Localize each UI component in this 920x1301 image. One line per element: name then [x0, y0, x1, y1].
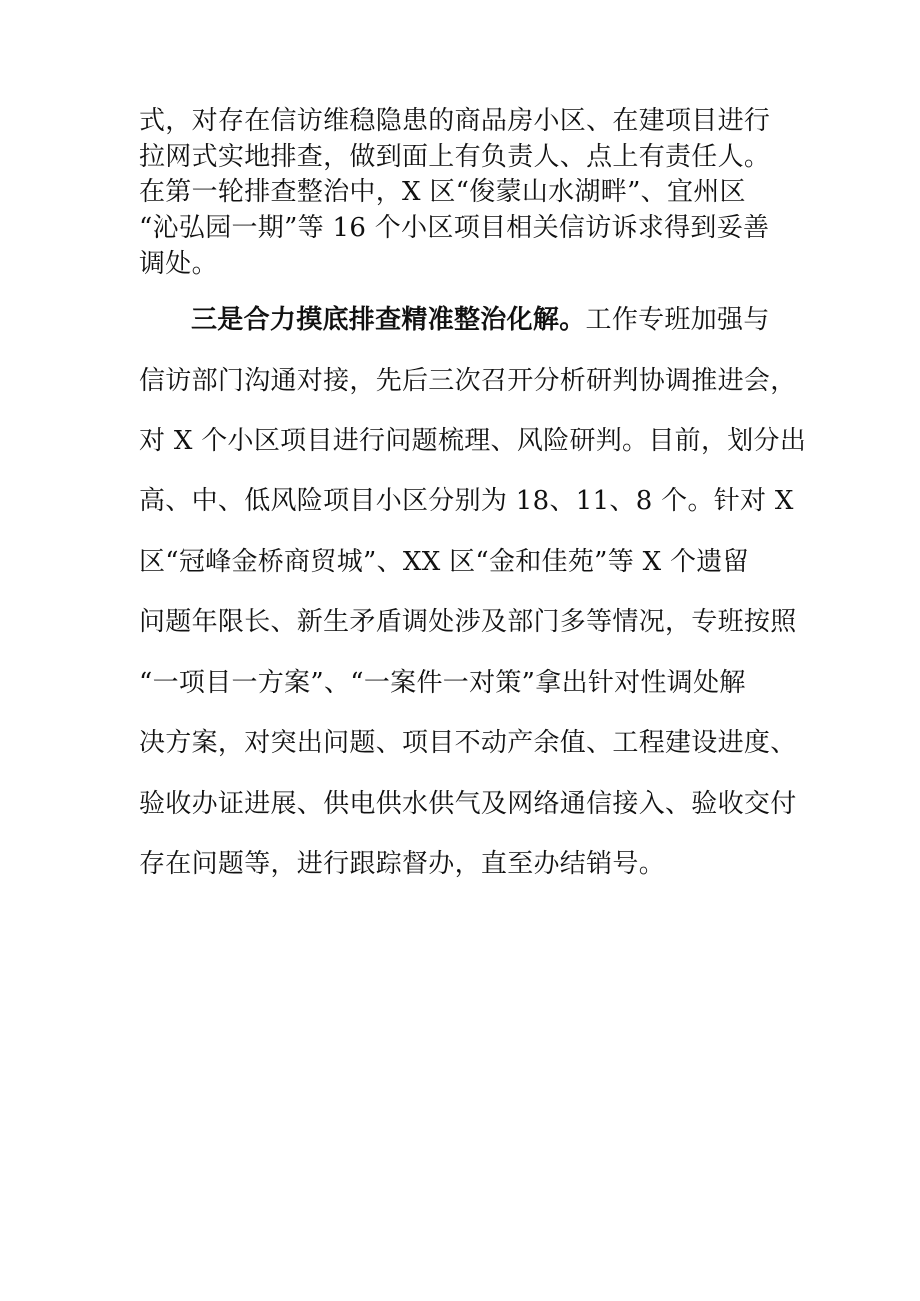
- paragraph1-line-4: “沁弘园一期”等 16 个小区项目相关信访诉求得到妥善: [139, 213, 770, 243]
- paragraph2-heading: 三是合力摸底排查精准整治化解。: [191, 305, 586, 335]
- paragraph2-line-2: 信访部门沟通对接，先后三次召开分析研判协调推进会，: [139, 366, 797, 396]
- paragraph2-line-3: 对 X 个小区项目进行问题梳理、风险研判。目前，划分出: [139, 426, 807, 456]
- paragraph1-line-1: 式，对存在信访维稳隐患的商品房小区、在建项目进行: [139, 106, 771, 136]
- paragraph2-line-5: 区“冠峰金桥商贸城”、XX 区“金和佳苑”等 X 个遗留: [139, 547, 749, 577]
- paragraph2-line-10: 存在问题等，进行跟踪督办，直至办结销号。: [139, 849, 666, 879]
- paragraph2-first-line-rest: 工作专班加强与: [585, 305, 770, 335]
- paragraph1-line-3: 在第一轮排查整治中，X 区“俊蒙山水湖畔”、宜州区: [139, 177, 746, 207]
- paragraph2-line-7: “一项目一方案”、“一案件一对策”拿出针对性调处解: [139, 668, 746, 698]
- paragraph2-line-9: 验收办证进展、供电供水供气及网络通信接入、验收交付: [139, 789, 797, 819]
- paragraph2-first-line: [191, 303, 770, 337]
- paragraph2-line-8: 决方案，对突出问题、项目不动产余值、工程建设进度、: [139, 728, 797, 758]
- paragraph2-line-6: 问题年限长、新生矛盾调处涉及部门多等情况，专班按照: [139, 607, 797, 637]
- paragraph2-line-4: 高、中、低风险项目小区分别为 18、11、8 个。针对 X: [139, 486, 794, 516]
- paragraph1-line-2: 拉网式实地排查，做到面上有负责人、点上有责任人。: [139, 142, 771, 172]
- paragraph1-line-5: 调处。: [139, 249, 218, 279]
